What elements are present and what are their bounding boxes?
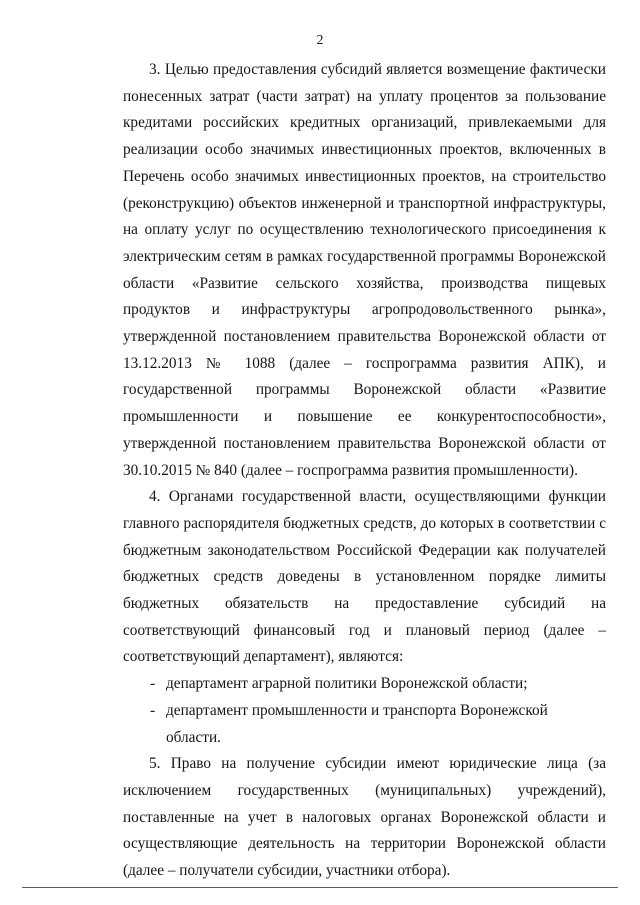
list-dash: - (150, 675, 156, 693)
list-item (123, 671, 606, 698)
document-body (123, 57, 606, 885)
list-item-text: департамент аграрной политики Воронежской области; (166, 675, 528, 693)
paragraph-5: 5. Право на получение субсидии имеют юридические лица (за исключением государственных (муниципальных) учреждений), поставленные на учет в налоговых органах Воронежской области и осуществляющие деятельность на территории Воронежской области (далее – получатели субсидии, участники отбора). (123, 755, 606, 880)
bottom-rule (22, 887, 618, 888)
list-dash: - (150, 701, 156, 719)
departments-list (123, 671, 606, 751)
list-item (123, 698, 606, 751)
page-number: 2 (316, 33, 324, 48)
list-item-text: департамент промышленности и транспорта Воронежской области. (166, 701, 548, 746)
paragraph-4: 4. Органами государственной власти, осуществляющими функции главного распорядителя бюджетных средств, до которых в соответствии с бюджетным законодательством Российской Федерации как получателей бюджетных средств доведены в установленном порядке лимиты бюджетных обязательств на предоставление субсидий на соответствующий финансовый год и плановый период (далее – соответствующий департамент), являются: (123, 488, 606, 666)
paragraph-3: 3. Целью предоставления субсидий является возмещение фактически понесенных затрат (части затрат) на уплату процентов за пользование кредитами российских кредитных организаций, привлекаемыми для реализации особо значимых инвестиционных проектов, включенных в Перечень особо значимых инвестиционных проектов, на строительство (реконструкцию) объектов инженерной и транспортной инфраструктуры, на оплату услуг по осуществлению технологического присоединения к электрическим сетям в рамках государственной программы Воронежской области «Развитие сельского хозяйства, производства пищевых продуктов и инфраструктуры агропродовольственного рынка», утвержденной постановлением правительства Воронежской области от 13.12.2013 № 1088 (далее – госпрограмма развития АПК), и государственной программы Воронежской области «Развитие промышленности и повышение ее конкурентоспособности», утвержденной постановлением правительства Воронежской области от 30.10.2015 № 840 (далее – госпрограмма развития промышленности). (123, 61, 606, 479)
